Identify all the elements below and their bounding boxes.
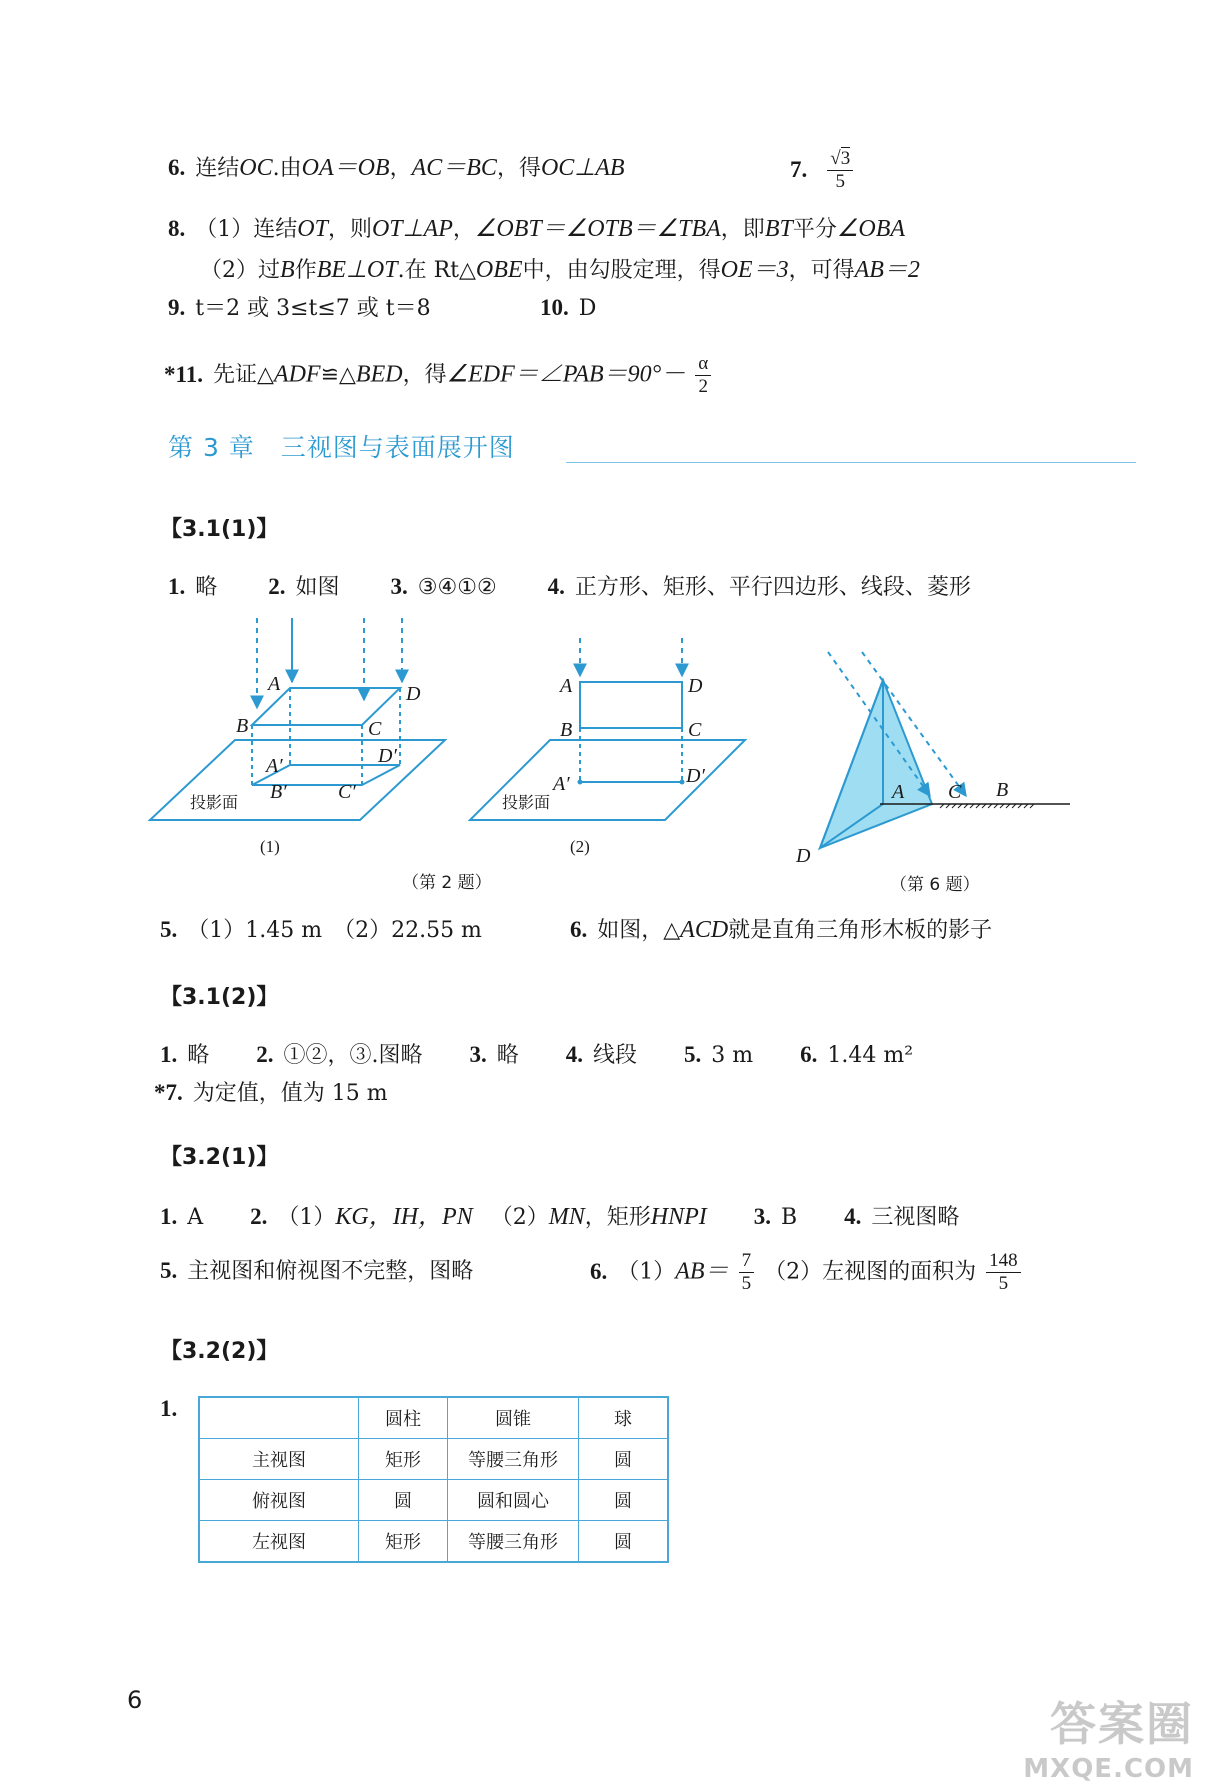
chapter-divider [566, 462, 1136, 463]
table-cell: 等腰三角形 [448, 1439, 579, 1480]
fig1-label-B1: B′ [270, 781, 287, 803]
table-cell: 左视图 [199, 1521, 359, 1563]
table-cell: 矩形 [359, 1439, 448, 1480]
table-cell: 圆 [359, 1480, 448, 1521]
s312-line1: 1. 略 2. ①②，③.图略 3. 略 4. 线段 5. 3 m 6. 1.44 m² [160, 1042, 914, 1068]
fig1-label-B: B [236, 715, 249, 737]
s321-answer-6: 6. （1）AB＝ $\frac{7}{5}$ （2）左视图的面积为 $\frac{148}{5}$ [590, 1250, 1024, 1295]
fig1-label-C1: C′ [338, 781, 356, 803]
fraction: $\frac{\alpha}{2}$ [695, 353, 711, 398]
answer-8-part2: （2）过B作BE⊥OT.在 Rt△OBE中，由勾股定理，得OE＝3，可得AB＝2 [200, 257, 920, 283]
fig2-caption: (2) [570, 837, 590, 856]
table-cell: 主视图 [199, 1439, 359, 1480]
fraction: $\frac{7}{5}$ [739, 1250, 755, 1295]
answer-11: *11. 先证△ADF≌△BED，得∠EDF＝∠PAB＝90°－ $\frac{\alpha}{2}$ [164, 353, 714, 398]
fig2-label-D1: D′ [686, 765, 705, 787]
s311-line1: 1. 略 2. 如图 3. ③④①② 4. 正方形、矩形、平行四边形、线段、菱形 [168, 574, 971, 600]
figure-6 [820, 652, 1070, 848]
s321-line1: 1. A 2. （1）KG，IH，PN （2）MN，矩形HNPI 3. B 4. 三视图略 [160, 1204, 960, 1230]
table-header-row [199, 1397, 668, 1439]
answer-7: 7. $\frac{√3}{5}$ [790, 148, 856, 193]
table-cell: 圆 [579, 1439, 669, 1480]
watermark [1023, 1688, 1194, 1784]
s311-answer-5: 5. （1）1.45 m （2）22.55 m [160, 917, 482, 943]
fig2-label-D: D [688, 675, 703, 697]
table-cell: 俯视图 [199, 1480, 359, 1521]
figure-2 [470, 638, 745, 820]
fig1-label-D: D [406, 683, 421, 705]
answer-6: 6. 连结OC.由OA＝OB，AC＝BC，得OC⊥AB [168, 155, 625, 181]
fig1-caption: (1) [260, 837, 280, 856]
fig2-label-C: C [688, 719, 702, 741]
section-header: 【3.1(2)】 [160, 985, 279, 1010]
table-row [199, 1480, 668, 1521]
fraction: $\frac{148}{5}$ [986, 1250, 1021, 1295]
table-header-cell: 圆柱 [359, 1397, 448, 1439]
table-row [199, 1521, 668, 1563]
projection-figures [0, 608, 1224, 908]
figure-caption-6: （第 6 题） [890, 875, 980, 895]
page-number: 6 [127, 1686, 143, 1714]
fig1-label-C: C [368, 718, 382, 740]
table-cell: 圆 [579, 1521, 669, 1563]
fig6-label-B: B [996, 779, 1009, 801]
section-header: 【3.2(2)】 [160, 1339, 279, 1364]
fraction: $\frac{√3}{5}$ [827, 148, 853, 193]
answer-10: 10. D [540, 295, 597, 321]
fig2-plane-label: 投影面 [502, 795, 551, 812]
fig1-label-D1: D′ [378, 745, 397, 767]
figure-1 [150, 618, 445, 820]
table-header-cell [199, 1397, 359, 1439]
fig6-label-D: D [796, 845, 811, 867]
section-header: 【3.2(1)】 [160, 1145, 279, 1170]
fig6-label-A: A [892, 781, 905, 803]
table-cell: 等腰三角形 [448, 1521, 579, 1563]
fig2-label-A: A [560, 675, 573, 697]
fig6-label-C: C [948, 781, 962, 803]
watermark-main: 答案圈 [1050, 1697, 1194, 1751]
answer-9: 9. t＝2 或 3≤t≤7 或 t＝8 [168, 295, 431, 321]
figure-caption-2: （第 2 题） [402, 873, 492, 893]
table-cell: 圆和圆心 [448, 1480, 579, 1521]
fig1-label-A1: A′ [266, 755, 283, 777]
chapter-title: 第 3 章 三视图与表面展开图 [168, 433, 515, 462]
fig6-shadow-triangle [820, 680, 932, 848]
table-cell: 圆 [579, 1480, 669, 1521]
table-header-cell: 球 [579, 1397, 669, 1439]
table-cell: 矩形 [359, 1521, 448, 1563]
s321-answer-5: 5. 主视图和俯视图不完整，图略 [160, 1258, 474, 1284]
answer-8-part1: 8. （1）连结OT，则OT⊥AP，∠OBT＝∠OTB＝∠TBA，即BT平分∠OBA [168, 216, 906, 242]
table-row [199, 1439, 668, 1480]
fig1-label-A: A [268, 673, 281, 695]
fig1-plane-label: 投影面 [190, 795, 239, 812]
s312-answer-7: *7. 为定值，值为 15 m [154, 1080, 388, 1106]
watermark-sub: MXQE.COM [1023, 1754, 1194, 1784]
fig2-label-B: B [560, 719, 573, 741]
fig2-board [580, 682, 682, 728]
fig2-label-A1: A′ [553, 773, 570, 795]
section-header: 【3.1(1)】 [160, 517, 279, 542]
table-header-cell: 圆锥 [448, 1397, 579, 1439]
three-views-table [198, 1396, 669, 1563]
s311-answer-6: 6. 如图，△ACD就是直角三角形木板的影子 [570, 917, 993, 943]
s322-q1-number: 1. [160, 1396, 178, 1421]
